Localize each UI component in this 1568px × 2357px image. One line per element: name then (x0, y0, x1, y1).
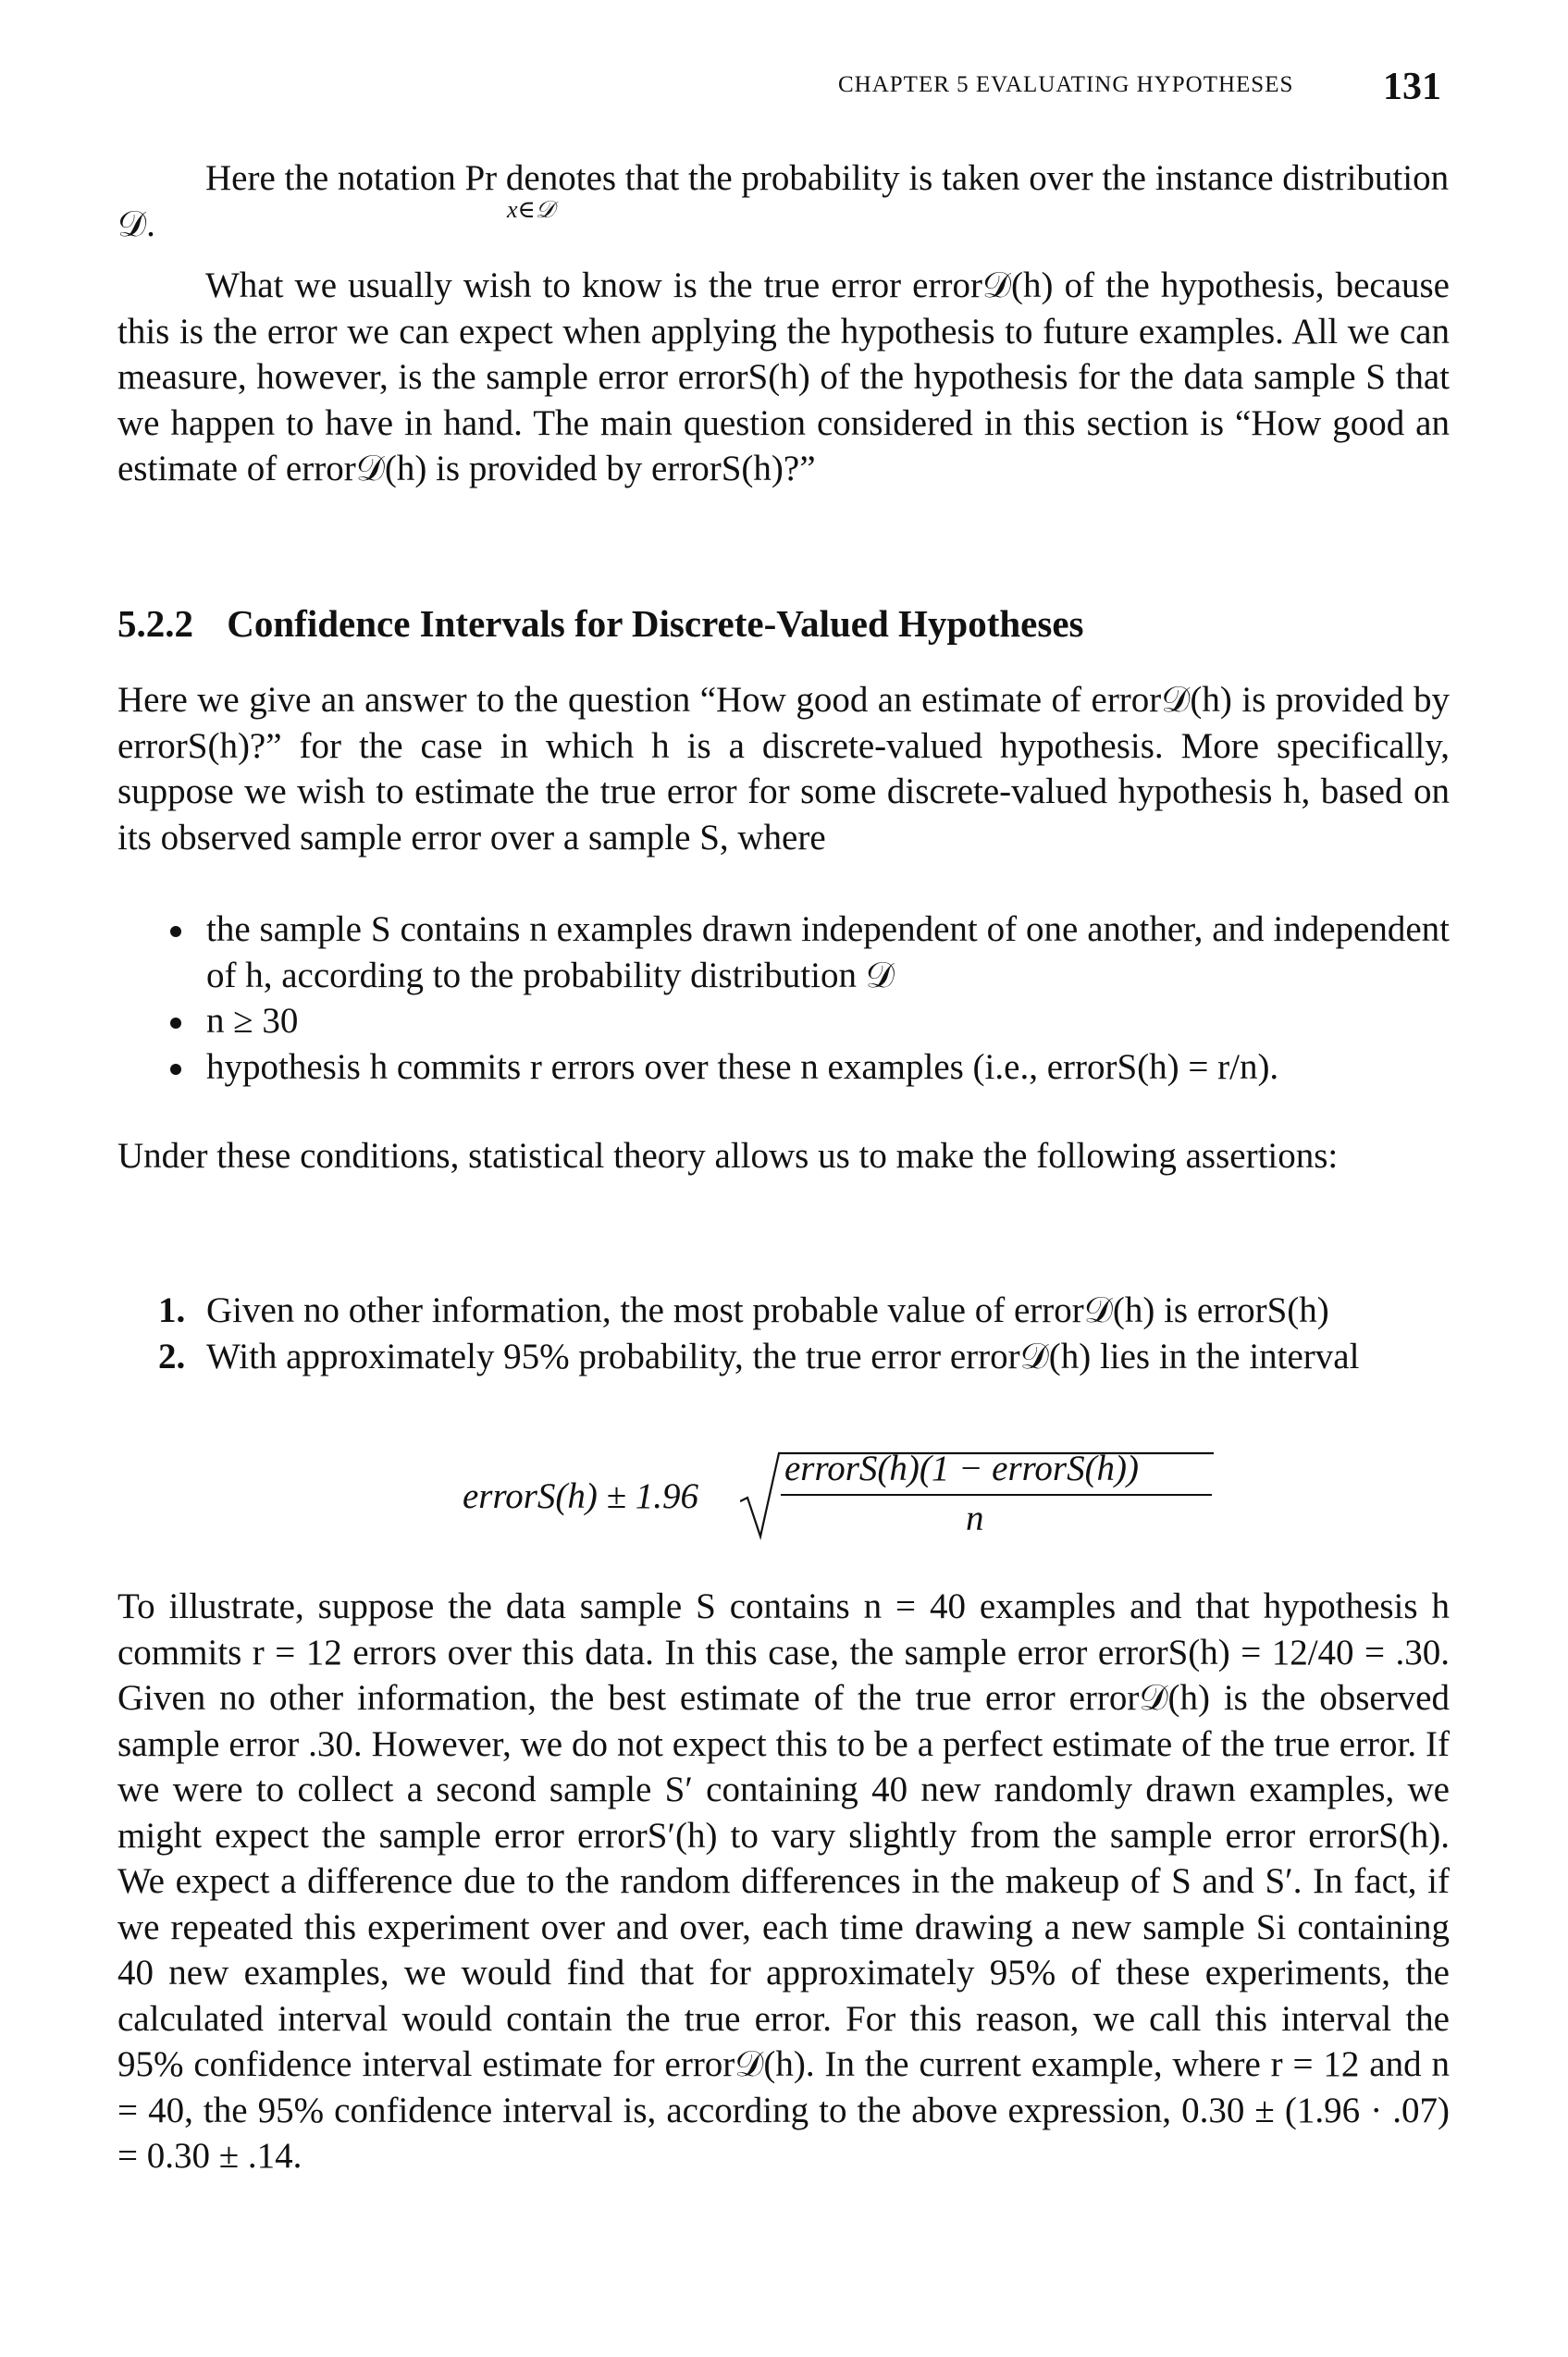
assertion-item (117, 1288, 1450, 1334)
confidence-interval-formula (463, 1448, 1295, 1549)
illustration-paragraph (117, 1584, 1450, 2179)
section-number: 5.2.2 (117, 602, 193, 645)
intro-p2-text: What we usually wish to know is the true error error𝒟(h) of the hypothesis, because this is the error we can expect when applying the hypothesis to future examples. All we can measure, however, is the sample error errorS(h) of the hypothesis for the data sample S that we happen to have in hand. The main question considered in this section is “How good an estimate of error𝒟(h) is provided by errorS(h)?” (117, 265, 1450, 488)
assertion-text: With approximately 95% probability, the true error error𝒟(h) lies in the interval (206, 1336, 1360, 1376)
section-title-text: Confidence Intervals for Discrete-Valued Hypotheses (227, 602, 1084, 645)
conditions-paragraph-text: Under these conditions, statistical theory allows us to make the following assertions: (117, 1136, 1339, 1176)
pr-subscript: x∈𝒟 (507, 196, 555, 223)
condition-item: hypothesis h commits r errors over these n examples (i.e., errorS(h) = r/n). (117, 1044, 1450, 1091)
section-heading (117, 601, 1450, 646)
condition-item: n ≥ 30 (117, 998, 1450, 1044)
assertion-text: Given no other information, the most probable value of error𝒟(h) is errorS(h) (206, 1290, 1329, 1330)
formula-denominator: n (966, 1499, 984, 1538)
page-number: 131 (1383, 66, 1441, 108)
assertion-number: 1. (158, 1290, 186, 1330)
intro-paragraph-2 (117, 263, 1450, 492)
condition-item: the sample S contains n examples drawn independent of one another, and independent of h, according to the probability distribution 𝒟 (117, 907, 1450, 998)
formula-lhs: errorS(h) ± 1.96 (463, 1476, 699, 1516)
assertion-item (117, 1334, 1450, 1380)
intro-p1-end: denotes that the probability is taken over the instance distribution 𝒟. (117, 158, 1450, 244)
fraction-bar (781, 1494, 1212, 1496)
pr-operator: Pr (464, 158, 498, 198)
square-root (740, 1448, 1295, 1540)
formula-numerator: errorS(h)(1 − errorS(h)) (784, 1449, 1140, 1488)
section-paragraph (117, 677, 1450, 860)
assertions-list (117, 1288, 1450, 1379)
section-paragraph-text: Here we give an answer to the question “How good an estimate of error𝒟(h) is provided by errorS(h)?” for the case in which h is a discrete-valued hypothesis. More specifically, suppose we wish to estimate the true error for some discrete-valued hypothesis h, based on its observed sample error over a sample S, where (117, 680, 1450, 858)
assertion-number: 2. (158, 1336, 186, 1376)
intro-p1-start: Here the notation (205, 158, 456, 198)
conditions-paragraph (117, 1133, 1450, 1179)
illustration-text: To illustrate, suppose the data sample S contains n = 40 examples and that hypothesis h commits r = 12 errors over this data. In this case, the sample error errorS(h) = 12/40 = .30. Given no other information, the best estimate of the true error error𝒟(h) is the observed sample error .30. However, we do not expect this to be a perfect estimate of the true error. If we were to collect a second sample S′ containing 40 new randomly drawn examples, we might expect the sample error errorS′(h) to vary slightly from the sample error errorS(h). We expect a difference due to the random differences in the makeup of S and S′. In fact, if we repeated this experiment over and over, each time drawing a new sample Si containing 40 new examples, we would find that for approximately 95% of these experiments, the calculated interval would contain the true error. For this reason, we call this interval the 95% confidence interval estimate for error𝒟(h). In the current example, where r = 12 and n = 40, the 95% confidence interval is, according to the above expression, 0.30 ± (1.96 · .07) = 0.30 ± .14. (117, 1586, 1450, 2176)
conditions-list (117, 907, 1450, 1090)
intro-paragraph-1 (117, 155, 1450, 247)
running-head: CHAPTER 5 EVALUATING HYPOTHESES (838, 72, 1294, 97)
